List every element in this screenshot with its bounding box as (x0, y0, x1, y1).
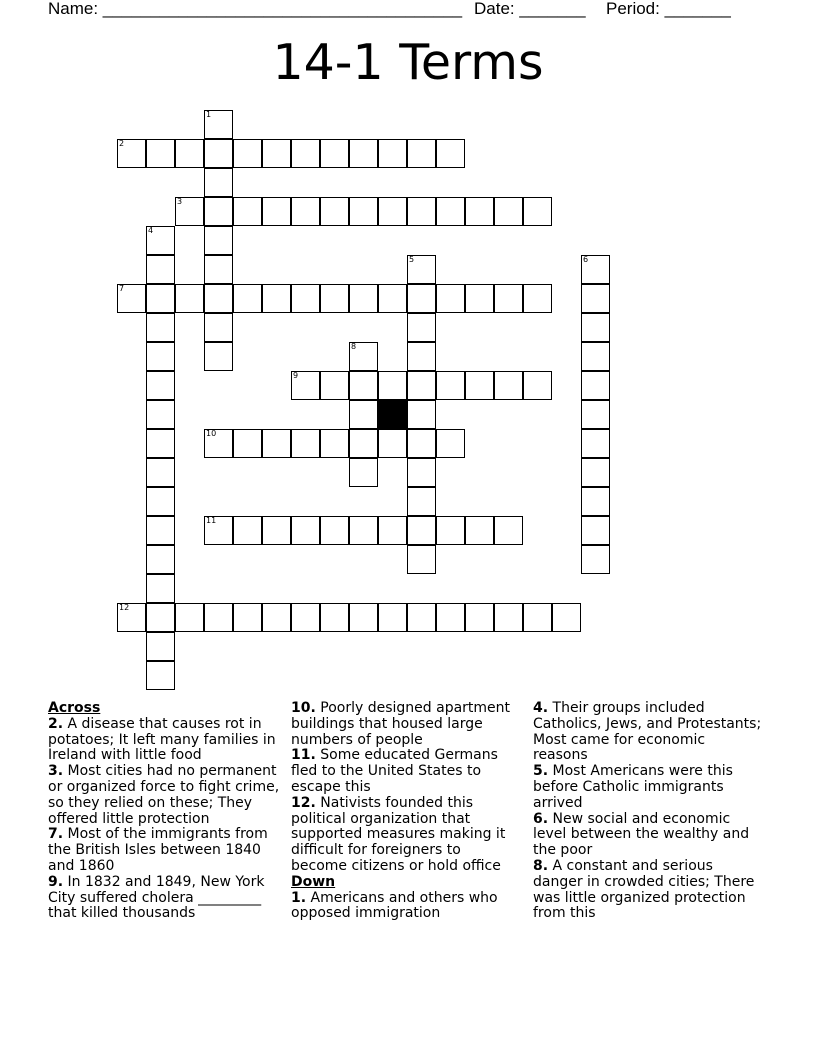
crossword-cell[interactable] (494, 603, 523, 632)
crossword-cell[interactable] (262, 197, 291, 226)
crossword-cell[interactable] (146, 632, 175, 661)
clue-number: 12 (119, 603, 130, 612)
crossword-cell[interactable] (320, 197, 349, 226)
crossword-cell[interactable] (465, 371, 494, 400)
period-field-label[interactable]: Period: _______ (606, 0, 731, 18)
crossword-cell[interactable] (349, 516, 378, 545)
clue-column-2 (291, 701, 519, 922)
clue-number: 7 (119, 284, 125, 293)
crossword-cell[interactable] (378, 139, 407, 168)
crossword-cell[interactable] (436, 429, 465, 458)
clue-number: 10 (206, 429, 217, 438)
crossword-cell[interactable] (233, 603, 262, 632)
down-heading: Down (291, 873, 336, 890)
crossword-cell[interactable] (407, 284, 436, 313)
crossword-cell[interactable] (494, 516, 523, 545)
crossword-cell[interactable] (146, 661, 175, 690)
clue-number: 3 (177, 197, 183, 206)
crossword-cell[interactable] (465, 284, 494, 313)
clue-down-1: 1. Americans and others who opposed immigration (291, 889, 498, 922)
clue-number: 8 (351, 342, 357, 351)
crossword-cell[interactable] (320, 516, 349, 545)
crossword-cell[interactable] (349, 400, 378, 429)
crossword-cell[interactable] (233, 197, 262, 226)
crossword-cell[interactable] (117, 284, 146, 313)
crossword-cell[interactable] (407, 197, 436, 226)
crossword-cell[interactable] (204, 342, 233, 371)
crossword-cell[interactable] (146, 603, 175, 632)
crossword-cell[interactable] (378, 429, 407, 458)
crossword-cell[interactable] (146, 458, 175, 487)
crossword-cell[interactable] (204, 284, 233, 313)
crossword-cell[interactable] (581, 487, 610, 516)
crossword-cell[interactable] (320, 284, 349, 313)
crossword-cell[interactable] (436, 139, 465, 168)
crossword-cell[interactable] (581, 284, 610, 313)
crossword-cell[interactable] (204, 516, 233, 545)
crossword-cell[interactable] (581, 458, 610, 487)
crossword-black-cell (378, 400, 407, 429)
crossword-cell[interactable] (407, 139, 436, 168)
clue-down-8: 8. A constant and serious danger in crowded cities; There was little organized protection from this (533, 857, 755, 922)
crossword-cell[interactable] (117, 603, 146, 632)
crossword-cell[interactable] (407, 400, 436, 429)
crossword-cell[interactable] (233, 139, 262, 168)
crossword-cell[interactable] (407, 603, 436, 632)
crossword-cell[interactable] (204, 603, 233, 632)
clue-across-12: 12. Nativists founded this political organization that supported measures making it difficult for foreigners to become citizens or hold office (291, 794, 506, 874)
crossword-cell[interactable] (204, 313, 233, 342)
crossword-cell[interactable] (320, 603, 349, 632)
clue-across-9: 9. In 1832 and 1849, New York City suffered cholera _________ that killed thousands (48, 873, 265, 922)
crossword-cell[interactable] (146, 255, 175, 284)
crossword-cell[interactable] (262, 139, 291, 168)
clue-number: 5 (409, 255, 415, 264)
crossword-cell[interactable] (233, 516, 262, 545)
clue-across-2: 2. A disease that causes rot in potatoes; It left many families in Ireland with little food (48, 715, 276, 764)
crossword-cell[interactable] (291, 139, 320, 168)
crossword-cell[interactable] (291, 429, 320, 458)
clue-down-6: 6. New social and economic level between the wealthy and the poor (533, 810, 750, 859)
crossword-cell[interactable] (581, 255, 610, 284)
clue-column-1 (48, 701, 284, 922)
page-title: 14-1 Terms (272, 34, 544, 91)
crossword-cell[interactable] (378, 371, 407, 400)
crossword-cell[interactable] (146, 400, 175, 429)
crossword-cell[interactable] (378, 284, 407, 313)
crossword-cell[interactable] (436, 197, 465, 226)
crossword-cell[interactable] (407, 516, 436, 545)
across-heading: Across (48, 700, 101, 716)
crossword-cell[interactable] (146, 139, 175, 168)
crossword-cell[interactable] (291, 284, 320, 313)
clue-number: 6 (583, 255, 589, 264)
crossword-cell[interactable] (204, 255, 233, 284)
clue-across-7: 7. Most of the immigrants from the British Isles between 1840 and 1860 (48, 826, 268, 874)
crossword-cell[interactable] (233, 429, 262, 458)
crossword-cell[interactable] (146, 284, 175, 313)
crossword-cell[interactable] (581, 313, 610, 342)
crossword-cell[interactable] (146, 574, 175, 603)
crossword-cell[interactable] (349, 284, 378, 313)
crossword-cell[interactable] (581, 400, 610, 429)
crossword-cell[interactable] (378, 603, 407, 632)
crossword-cell[interactable] (407, 545, 436, 574)
crossword-cell[interactable] (291, 197, 320, 226)
crossword-cell[interactable] (146, 371, 175, 400)
crossword-cell[interactable] (175, 139, 204, 168)
crossword-cell[interactable] (436, 284, 465, 313)
crossword-cell[interactable] (349, 458, 378, 487)
clue-number: 9 (293, 371, 299, 380)
crossword-cell[interactable] (204, 168, 233, 197)
clue-down-4: 4. Their groups included Catholics, Jews, and Protestants; Most came for economic reasons (533, 700, 762, 764)
crossword-cell[interactable] (349, 603, 378, 632)
crossword-cell[interactable] (523, 371, 552, 400)
crossword-cell[interactable] (291, 603, 320, 632)
crossword-cell[interactable] (349, 139, 378, 168)
crossword-cell[interactable] (117, 139, 146, 168)
crossword-cell[interactable] (349, 197, 378, 226)
crossword-cell[interactable] (146, 429, 175, 458)
crossword-cell[interactable] (320, 139, 349, 168)
crossword-cell[interactable] (523, 284, 552, 313)
clue-across-3: 3. Most cities had no permanent or organized force to fight crime, so they relied on these; They offered little protection (48, 763, 280, 827)
crossword-cell[interactable] (494, 197, 523, 226)
crossword-cell[interactable] (465, 197, 494, 226)
crossword-cell[interactable] (320, 371, 349, 400)
clue-number: 4 (148, 226, 154, 235)
clue-number: 11 (206, 516, 217, 525)
crossword-cell[interactable] (291, 371, 320, 400)
crossword-cell[interactable] (204, 429, 233, 458)
crossword-cell[interactable] (349, 429, 378, 458)
crossword-cell[interactable] (436, 516, 465, 545)
crossword-cell[interactable] (407, 255, 436, 284)
clue-across-11: 11. Some educated Germans fled to the United States to escape this (291, 747, 498, 795)
crossword-cell[interactable] (581, 545, 610, 574)
crossword-cell[interactable] (581, 342, 610, 371)
crossword-cell[interactable] (465, 603, 494, 632)
crossword-cell[interactable] (175, 284, 204, 313)
crossword-cell[interactable] (407, 342, 436, 371)
crossword-cell[interactable] (581, 429, 610, 458)
crossword-cell[interactable] (407, 313, 436, 342)
crossword-cell[interactable] (146, 226, 175, 255)
crossword-cell[interactable] (146, 313, 175, 342)
crossword-cell[interactable] (146, 545, 175, 574)
crossword-cell[interactable] (204, 197, 233, 226)
crossword-cell[interactable] (146, 487, 175, 516)
crossword-cell[interactable] (320, 429, 349, 458)
crossword-cell[interactable] (378, 516, 407, 545)
crossword-cell[interactable] (262, 516, 291, 545)
crossword-cell[interactable] (146, 516, 175, 545)
crossword-cell[interactable] (436, 603, 465, 632)
crossword-cell[interactable] (523, 603, 552, 632)
crossword-cell[interactable] (407, 487, 436, 516)
crossword-cell[interactable] (175, 603, 204, 632)
crossword-cell[interactable] (262, 603, 291, 632)
crossword-cell[interactable] (494, 284, 523, 313)
date-field-label[interactable]: Date: _______ (474, 0, 586, 18)
crossword-cell[interactable] (262, 429, 291, 458)
crossword-cell[interactable] (552, 603, 581, 632)
crossword-cell[interactable] (407, 458, 436, 487)
crossword-cell[interactable] (291, 516, 320, 545)
crossword-cell[interactable] (378, 197, 407, 226)
crossword-cell[interactable] (523, 197, 552, 226)
crossword-cell[interactable] (494, 371, 523, 400)
crossword-cell[interactable] (204, 110, 233, 139)
name-field-label[interactable]: Name: ______________________________________ (48, 0, 463, 18)
crossword-cell[interactable] (262, 284, 291, 313)
crossword-cell[interactable] (349, 371, 378, 400)
clue-column-3 (533, 701, 763, 922)
crossword-cell[interactable] (146, 342, 175, 371)
clue-number: 2 (119, 139, 125, 148)
crossword-cell[interactable] (204, 139, 233, 168)
crossword-cell[interactable] (407, 429, 436, 458)
crossword-cell[interactable] (175, 197, 204, 226)
crossword-cell[interactable] (581, 516, 610, 545)
crossword-cell[interactable] (581, 371, 610, 400)
clue-across-10: 10. Poorly designed apartment buildings that housed large numbers of people (291, 700, 511, 748)
crossword-cell[interactable] (349, 342, 378, 371)
crossword-cell[interactable] (436, 371, 465, 400)
clue-down-5: 5. Most Americans were this before Catholic immigrants arrived (533, 763, 733, 811)
crossword-cell[interactable] (233, 284, 262, 313)
crossword-cell[interactable] (465, 516, 494, 545)
crossword-cell[interactable] (204, 226, 233, 255)
clue-number: 1 (206, 110, 212, 119)
crossword-cell[interactable] (407, 371, 436, 400)
